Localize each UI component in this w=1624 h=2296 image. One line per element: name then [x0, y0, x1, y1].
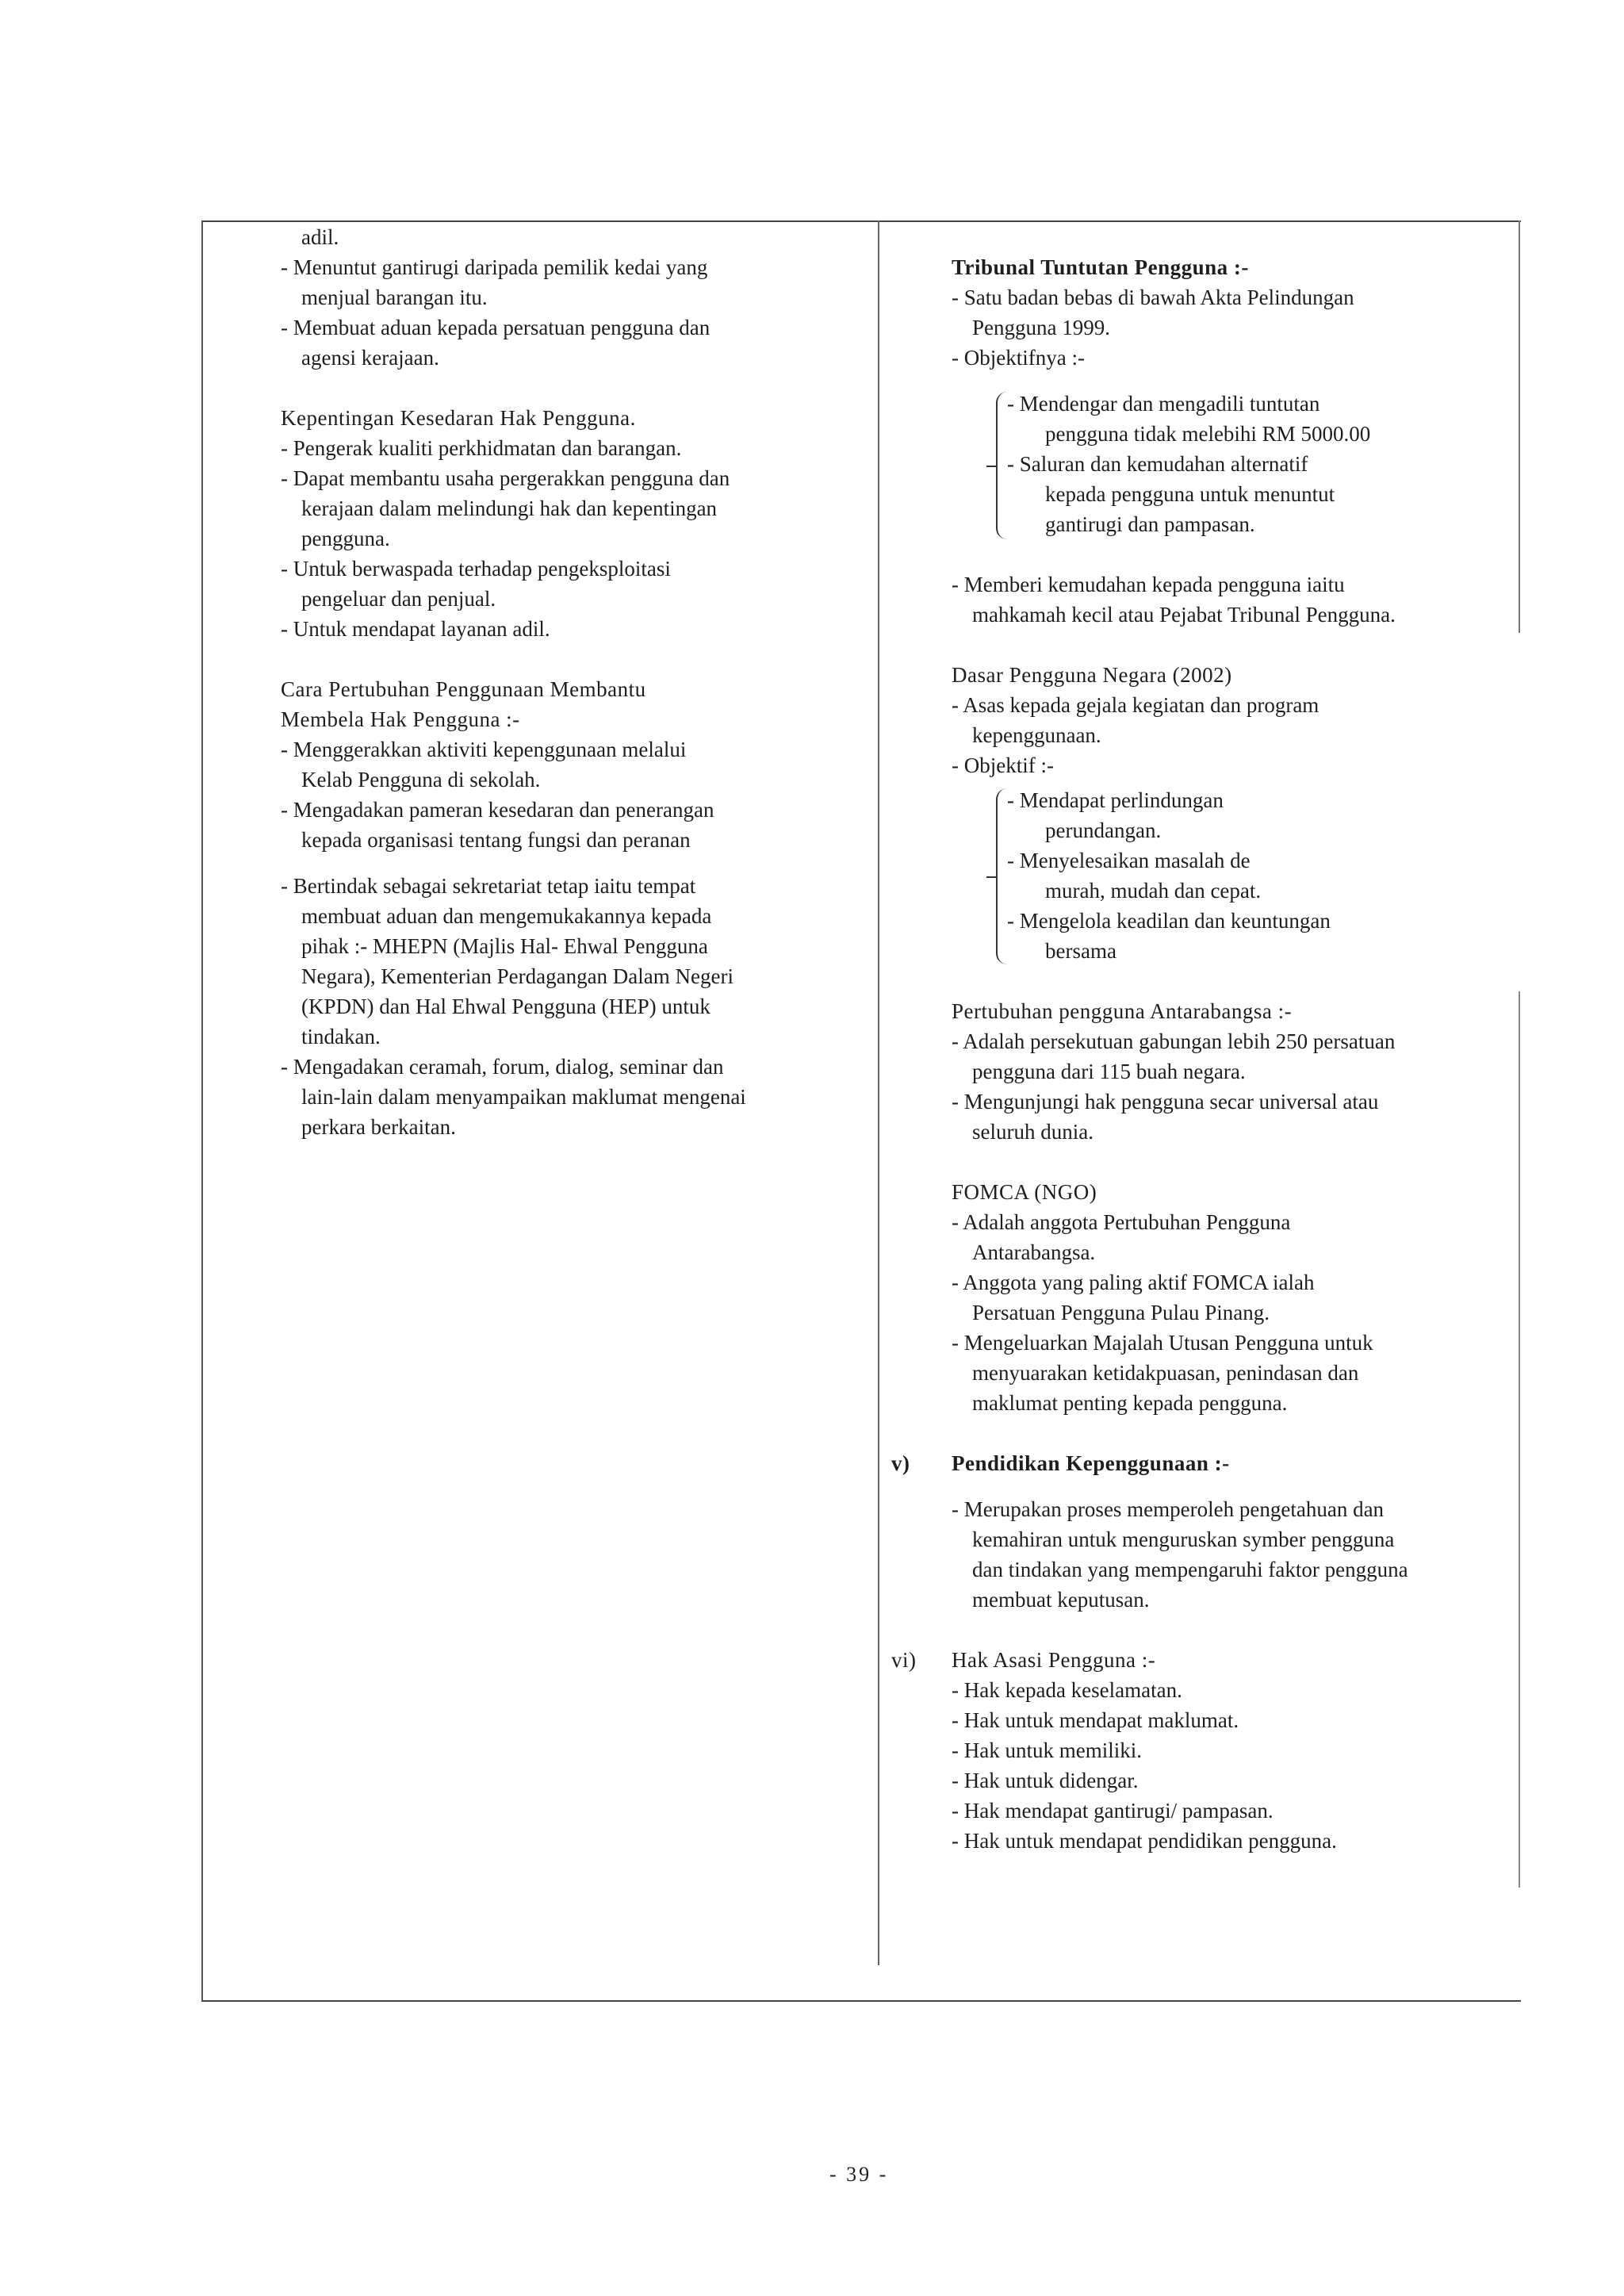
- list-item: - Objektifnya :-: [952, 346, 1085, 370]
- list-item: perkara berkaitan.: [301, 1115, 456, 1139]
- list-item: seluruh dunia.: [972, 1120, 1094, 1144]
- list-item: - Adalah persekutuan gabungan lebih 250 persatuan: [952, 1029, 1396, 1053]
- frame-right-edge-mid: [1519, 991, 1520, 1888]
- list-item: - Merupakan proses memperoleh pengetahuan dan: [952, 1497, 1385, 1521]
- objective-item: - Mendengar dan mengadili tuntutan: [1007, 392, 1320, 416]
- objective-item: kepada pengguna untuk menuntut: [1045, 482, 1335, 506]
- list-item: membuat keputusan.: [972, 1588, 1150, 1612]
- objective-item: - Mendapat perlindungan: [1007, 788, 1224, 812]
- list-item: Persatuan Pengguna Pulau Pinang.: [972, 1301, 1270, 1324]
- list-item: Pengguna 1999.: [972, 316, 1110, 339]
- list-item: - Mengadakan pameran kesedaran dan penerangan: [281, 798, 714, 822]
- list-item: kerajaan dalam melindungi hak dan kepentingan: [301, 496, 718, 520]
- list-item: - Memberi kemudahan kepada pengguna iaitu: [952, 573, 1345, 596]
- list-item: - Untuk berwaspada terhadap pengeksploitasi: [281, 557, 671, 581]
- list-item: - Adalah anggota Pertubuhan Pengguna: [952, 1210, 1291, 1234]
- section-title: Hak Asasi Pengguna :-: [952, 1648, 1156, 1672]
- left-column: [281, 222, 868, 1142]
- list-item: - Mengadakan ceramah, forum, dialog, seminar dan: [281, 1055, 724, 1079]
- objective-item: gantirugi dan pampasan.: [1045, 512, 1255, 536]
- list-item: Kelab Pengguna di sekolah.: [301, 768, 541, 792]
- objective-item: bersama: [1045, 939, 1116, 963]
- objective-item: perundangan.: [1045, 818, 1162, 842]
- list-item: kepenggunaan.: [972, 723, 1101, 747]
- list-item: - Mengunjungi hak pengguna secar universal atau: [952, 1090, 1379, 1114]
- intro-line: agensi kerajaan.: [301, 346, 439, 370]
- intro-line: menjual barangan itu.: [301, 286, 488, 309]
- list-item: - Asas kepada gejala kegiatan dan program: [952, 693, 1320, 717]
- list-item: Negara), Kementerian Perdagangan Dalam Negeri: [301, 964, 733, 988]
- list-item: mahkamah kecil atau Pejabat Tribunal Pengguna.: [972, 603, 1396, 627]
- list-item: pengeluar dan penjual.: [301, 587, 496, 611]
- column-divider: [878, 220, 879, 1965]
- intro-line: adil.: [301, 225, 339, 249]
- list-item: maklumat penting kepada pengguna.: [972, 1391, 1288, 1415]
- list-item: dan tindakan yang mempengaruhi faktor pengguna: [972, 1558, 1408, 1581]
- list-item: kepada organisasi tentang fungsi dan peranan: [301, 828, 691, 852]
- list-item: - Hak untuk memiliki.: [952, 1738, 1142, 1762]
- section-heading-hak: [891, 1645, 1507, 1675]
- section-heading-pendidikan: [891, 1448, 1507, 1478]
- list-item: - Hak untuk didengar.: [952, 1769, 1139, 1792]
- list-item: - Untuk mendapat layanan adil.: [281, 617, 550, 641]
- list-item: pihak :- MHEPN (Majlis Hal- Ehwal Pengguna: [301, 934, 708, 958]
- list-item: menyuarakan ketidakpuasan, penindasan dan: [972, 1361, 1359, 1385]
- list-item: - Hak untuk mendapat maklumat.: [952, 1708, 1239, 1732]
- list-item: - Anggota yang paling aktif FOMCA ialah: [952, 1271, 1315, 1294]
- list-item: Antarabangsa.: [972, 1240, 1096, 1264]
- section-heading-cara: Cara Pertubuhan Penggunaan Membantu: [281, 677, 646, 701]
- objective-item: - Saluran dan kemudahan alternatif: [1007, 452, 1308, 476]
- objective-item: - Mengelola keadilan dan keuntungan: [1007, 909, 1331, 933]
- frame-right-edge-top: [1519, 220, 1520, 633]
- brace-icon: [996, 392, 1009, 539]
- list-item: - Dapat membantu usaha pergerakkan pengguna dan: [281, 466, 730, 490]
- section-number: v): [891, 1451, 910, 1475]
- list-item: - Bertindak sebagai sekretariat tetap iaitu tempat: [281, 874, 696, 898]
- list-item: - Objektif :-: [952, 753, 1054, 777]
- section-heading-kesedaran: Kepentingan Kesedaran Hak Pengguna.: [281, 406, 636, 430]
- intro-line: - Membuat aduan kepada persatuan pengguna dan: [281, 316, 710, 339]
- tribunal-objectives: [952, 389, 1507, 539]
- section-number: vi): [891, 1648, 917, 1672]
- list-item: - Mengeluarkan Majalah Utusan Pengguna untuk: [952, 1331, 1373, 1355]
- brace-icon: [996, 788, 1009, 964]
- section-heading-tribunal: Tribunal Tuntutan Pengguna :-: [952, 255, 1249, 279]
- page-number: - 39 -: [829, 2163, 889, 2186]
- list-item: pengguna dari 115 buah negara.: [972, 1060, 1246, 1083]
- list-item: - Menggerakkan aktiviti kepenggunaan melalui: [281, 738, 687, 761]
- intro-line: - Menuntut gantirugi daripada pemilik kedai yang: [281, 255, 708, 279]
- objective-item: - Menyelesaikan masalah de: [1007, 849, 1251, 872]
- dasar-objectives: [952, 785, 1507, 966]
- section-heading-dasar: Dasar Pengguna Negara (2002): [952, 663, 1232, 687]
- objective-item: pengguna tidak melebihi RM 5000.00: [1045, 422, 1371, 446]
- section-heading-fomca: FOMCA (NGO): [952, 1180, 1097, 1204]
- section-heading-cara: Membela Hak Pengguna :-: [281, 707, 520, 731]
- right-column: [891, 252, 1507, 1856]
- objective-item: murah, mudah dan cepat.: [1045, 879, 1262, 903]
- list-item: - Satu badan bebas di bawah Akta Pelindungan: [952, 286, 1354, 309]
- list-item: (KPDN) dan Hal Ehwal Pengguna (HEP) untuk: [301, 995, 710, 1018]
- list-item: - Pengerak kualiti perkhidmatan dan barangan.: [281, 436, 682, 460]
- list-item: tindakan.: [301, 1025, 381, 1048]
- list-item: kemahiran untuk menguruskan symber pengguna: [972, 1527, 1395, 1551]
- section-title: Pendidikan Kepenggunaan :-: [952, 1451, 1230, 1475]
- list-item: membuat aduan dan mengemukakannya kepada: [301, 904, 712, 928]
- list-item: lain-lain dalam menyampaikan maklumat mengenai: [301, 1085, 746, 1109]
- list-item: - Hak untuk mendapat pendidikan pengguna.: [952, 1829, 1337, 1853]
- section-heading-antarabangsa: Pertubuhan pengguna Antarabangsa :-: [952, 999, 1293, 1023]
- list-item: pengguna.: [301, 527, 390, 550]
- list-item: - Hak mendapat gantirugi/ pampasan.: [952, 1799, 1274, 1823]
- list-item: - Hak kepada keselamatan.: [952, 1678, 1182, 1702]
